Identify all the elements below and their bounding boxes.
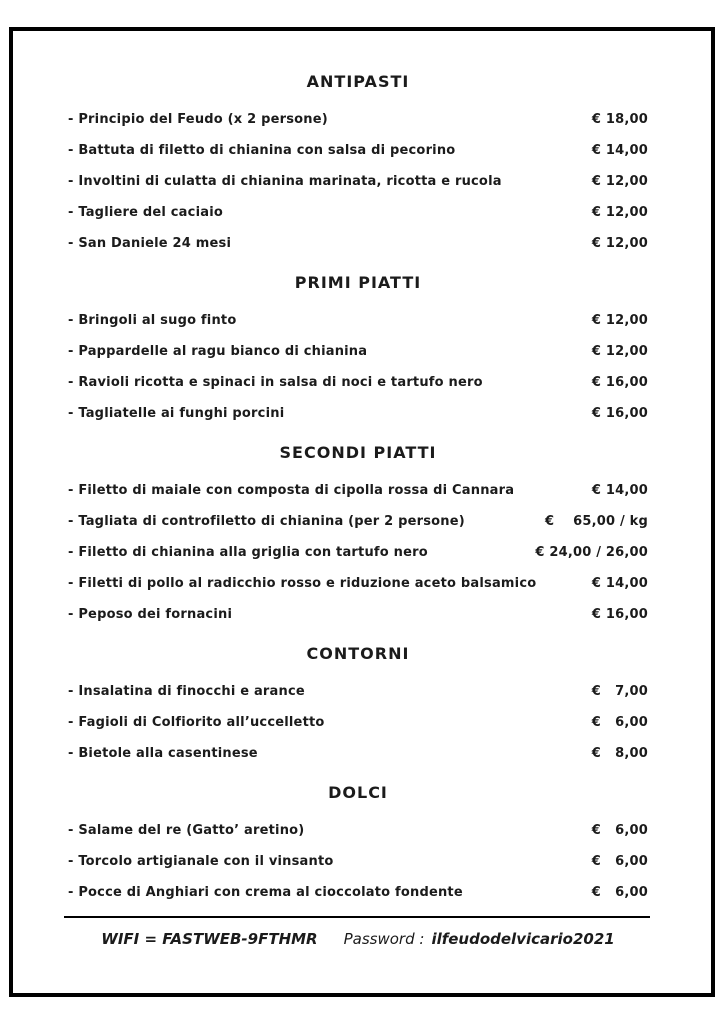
section-title: SECONDI PIATTI: [279, 442, 437, 462]
menu-item-row: [68, 104, 648, 135]
menu-item-row: [68, 676, 648, 707]
menu-item-row: [68, 398, 648, 429]
password-label: Password :: [343, 930, 425, 948]
item-name: - Pocce di Anghiari con crema al cioccolato fondente: [68, 885, 463, 900]
item-name: - Insalatina di finocchi e arance: [68, 684, 305, 699]
item-name: - Ravioli ricotta e spinaci in salsa di noci e tartufo nero: [68, 375, 483, 390]
item-price: € 16,00: [591, 607, 648, 622]
menu-item-row: [68, 305, 648, 336]
item-price: € 8,00: [591, 746, 648, 761]
item-price: € 24,00 / 26,00: [535, 545, 648, 560]
section-dolci: [68, 769, 648, 908]
item-price: € 18,00: [591, 112, 648, 127]
password-value: ilfeudodelvicario2021: [431, 930, 615, 948]
item-price: € 12,00: [591, 174, 648, 189]
item-name: - Pappardelle al ragu bianco di chianina: [68, 344, 368, 359]
wifi-footer: [68, 930, 648, 948]
item-name: - Salame del re (Gatto’ aretino): [68, 823, 305, 838]
menu-item-row: [68, 506, 648, 537]
item-name: - Principio del Feudo (x 2 persone): [68, 112, 328, 127]
section-title: ANTIPASTI: [306, 71, 410, 91]
item-name: - Peposo dei fornacini: [68, 607, 233, 622]
item-price: € 14,00: [591, 576, 648, 591]
menu-item-row: [68, 197, 648, 228]
section-antipasti: [68, 58, 648, 259]
item-price: € 14,00: [591, 483, 648, 498]
item-price: € 16,00: [591, 375, 648, 390]
menu-item-row: [68, 707, 648, 738]
item-name: - Torcolo artigianale con il vinsanto: [68, 854, 334, 869]
item-name: - Tagliere del caciaio: [68, 205, 223, 220]
menu-item-row: [68, 846, 648, 877]
item-name: - Fagioli di Colfiorito all’uccelletto: [68, 715, 325, 730]
item-name: - Filetto di maiale con composta di cipolla rossa di Cannara: [68, 483, 515, 498]
item-name: - Filetto di chianina alla griglia con tartufo nero: [68, 545, 428, 560]
item-price: € 6,00: [591, 715, 648, 730]
item-name: - Involtini di culatta di chianina marinata, ricotta e rucola: [68, 174, 502, 189]
item-name: - San Daniele 24 mesi: [68, 236, 232, 251]
menu-item-row: [68, 568, 648, 599]
section-title: CONTORNI: [306, 643, 410, 663]
section-secondi-piatti: [68, 429, 648, 630]
menu-item-row: [68, 877, 648, 908]
section-contorni: [68, 630, 648, 769]
item-price: € 6,00: [591, 885, 648, 900]
footer-divider: [64, 916, 650, 918]
menu-item-row: [68, 166, 648, 197]
item-price: € 16,00: [591, 406, 648, 421]
item-name: - Tagliata di controfiletto di chianina (per 2 persone): [68, 514, 465, 529]
item-name: - Battuta di filetto di chianina con salsa di pecorino: [68, 143, 456, 158]
menu-item-row: [68, 475, 648, 506]
menu-item-row: [68, 815, 648, 846]
item-price: € 12,00: [591, 344, 648, 359]
item-name: - Tagliatelle ai funghi porcini: [68, 406, 285, 421]
section-title: DOLCI: [328, 782, 388, 802]
menu-item-row: [68, 738, 648, 769]
menu-item-row: [68, 135, 648, 166]
menu-item-row: [68, 336, 648, 367]
item-price: € 65,00 / kg: [544, 514, 648, 529]
item-price: € 6,00: [591, 854, 648, 869]
menu-item-row: [68, 537, 648, 568]
item-name: - Filetti di pollo al radicchio rosso e riduzione aceto balsamico: [68, 576, 537, 591]
section-primi-piatti: [68, 259, 648, 429]
section-title: PRIMI PIATTI: [294, 272, 422, 292]
wifi-password: [344, 930, 615, 948]
menu-item-row: [68, 599, 648, 630]
item-price: € 12,00: [591, 313, 648, 328]
item-price: € 12,00: [591, 205, 648, 220]
item-price: € 14,00: [591, 143, 648, 158]
item-name: - Bietole alla casentinese: [68, 746, 258, 761]
menu-content: [68, 58, 648, 948]
item-price: € 12,00: [591, 236, 648, 251]
wifi-name: WIFI = FASTWEB-9FTHMR: [101, 930, 318, 948]
menu-item-row: [68, 367, 648, 398]
item-price: € 6,00: [591, 823, 648, 838]
item-name: - Bringoli al sugo finto: [68, 313, 237, 328]
item-price: € 7,00: [591, 684, 648, 699]
menu-item-row: [68, 228, 648, 259]
